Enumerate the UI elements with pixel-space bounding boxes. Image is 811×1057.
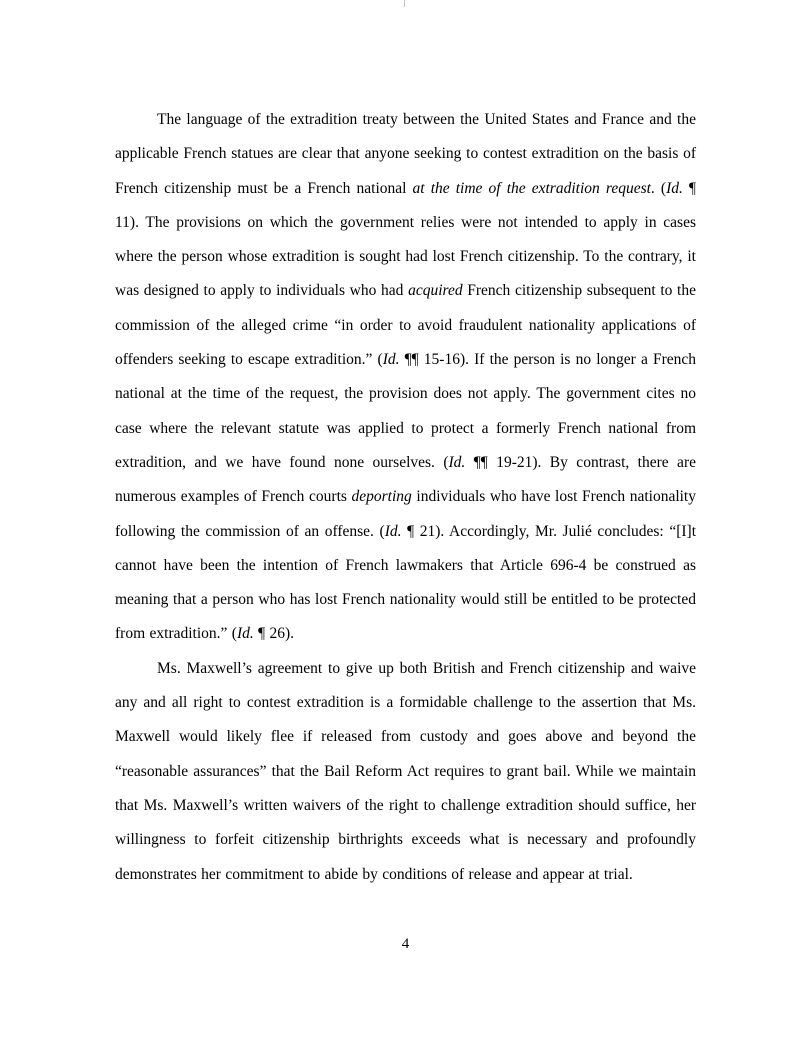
text-run: The language of the extradition treaty between the United States and France and the applicable French statues are clear that anyone seeking to contest extradition on the basis of French citizenship must be a French national xyxy=(115,111,696,197)
italic-text-run: Id. xyxy=(236,625,254,643)
page-number: 4 xyxy=(401,936,410,952)
text-run: ¶ 26). xyxy=(253,625,295,643)
italic-text-run: Id. xyxy=(666,179,683,197)
text-run: . ( xyxy=(650,179,667,197)
document-body xyxy=(115,103,696,892)
text-run: French citizenship subsequent to the commission of the alleged crime “in order to avoid fraudulent nationality applications of offenders seeking to escape extradition.” ( xyxy=(115,282,696,369)
italic-text-run: Id. xyxy=(384,522,402,540)
text-run: ¶ 21). Accordingly, Mr. Julié concludes: “[I]t cannot have been the intention of French lawmakers that Article 696-4 be construed as meaning that a person who has lost French nationality would still be entitled to be protected from extradition.” ( xyxy=(115,522,697,643)
paragraph xyxy=(115,103,696,652)
text-run: individuals who have lost French nationality following the commission of an offense. ( xyxy=(115,488,696,540)
italic-text-run: Id. xyxy=(382,351,400,369)
italic-text-run: deporting xyxy=(351,488,412,506)
text-run: Ms. Maxwell’s agreement to give up both British and French citizenship and waive any and all right to contest extradition is a formidable challenge to the assertion that Ms. Maxwell would likely flee if released from custody and goes above and beyond the “reasonable assurances” that the Bail Reform Act requires to grant bail. While we maintain that Ms. Maxwell’s written waivers of the right to challenge extradition should suffice, her willingness to forfeit citizenship birthrights exceeds what is necessary and profoundly demonstrates her commitment to abide by conditions of release and appear at trial. xyxy=(115,659,696,883)
text-run: ¶¶ 19-21). By contrast, there are numerous examples of French courts xyxy=(115,453,696,506)
paragraph xyxy=(115,652,696,892)
scan-artifact-mark xyxy=(404,0,405,7)
text-run: ¶¶ 15-16). If the person is no longer a French national at the time of the request, the provision does not apply. The government cites no case where the relevant statute was applied to protect a formerly French national from extradition, and we have found none ourselves. ( xyxy=(115,351,697,471)
text-run: ¶ 11). The provisions on which the government relies were not intended to apply in cases where the person whose extradition is sought had lost French citizenship. To the contrary, it was designed to apply to individuals who had xyxy=(115,179,697,300)
italic-text-run: Id. xyxy=(448,453,466,471)
italic-text-run: at the time of the extradition request xyxy=(412,179,651,197)
italic-text-run: acquired xyxy=(408,282,463,300)
